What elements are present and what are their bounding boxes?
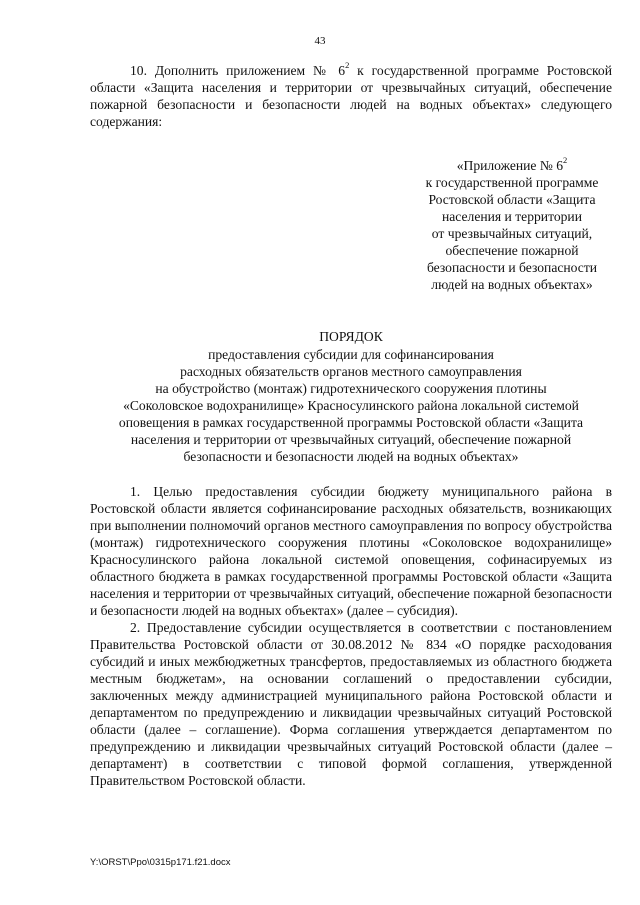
intro-text-end: к государственной программе Ростовской области «Защита населения и территории от чрезвычайных ситуаций, обеспечение пожарной безопасности и безопасности людей на водных объектах» следующего содержания: [90,63,613,129]
intro-superscript: 2 [345,60,350,71]
body-section [90,483,612,789]
title-line: предоставления субсидии для софинансирования [208,347,494,362]
appendix-line [406,157,618,174]
body-paragraph-1: 1. Целью предоставления субсидии бюджету муниципального района в Ростовской области является софинансирование расходных обязательств, возникающих при выполнении полномочий органов местного самоуправления по вопросу обустройства (монтаж) гидротехнического сооружения плотины «Соколовское водохранилище» Красносулинского района локальной системой оповещения, софинасируемых из областного бюджета в рамках государственной программы Ростовской области «Защита населения и территории от чрезвычайных ситуаций, обеспечение пожарной безопасности и безопасности людей на водных объектах» (далее – субсидия). [90,484,612,618]
body-paragraph-2: 2. Предоставление субсидии осуществляется в соответствии с постановлением Правительства Ростовской области от 30.08.2012 № 834 «О порядке расходования субсидий и иных межбюджетных трансфертов, предоставляемых из областного бюджета местным бюджетам», на основании соглашений о предоставлении субсидии, заключенных между администрацией муниципального района Ростовской области и департаментом по предупреждению и ликвидации чрезвычайных ситуаций Ростовской области (далее – соглашение). Форма соглашения утверждается департаментом по предупреждению и ликвидации чрезвычайных ситуаций Ростовской области (далее – департамент) в соответствии с типовой формой соглашения, утвержденной Правительством Ростовской области. [90,620,612,788]
appendix-line: Ростовской области «Защита [428,192,596,207]
title-main: ПОРЯДОК [319,329,383,344]
title-line: расходных обязательств органов местного самоуправления [180,364,522,379]
appendix-heading [406,157,618,293]
intro-paragraph [90,62,612,130]
document-body [90,62,612,789]
appendix-line: к государственной программе [425,175,599,190]
title-line: на обустройство (монтаж) гидротехнического сооружения плотины [155,381,547,396]
footer-file-path: Y:\ORST\Ppo\0315p171.f21.docx [90,857,231,868]
page-number: 43 [314,35,326,47]
appendix-line: людей на водных объектах» [431,277,593,292]
appendix-superscript: 2 [563,155,568,166]
intro-text-start: 10. Дополнить приложением № 6 [130,63,346,78]
title-line: населения и территории от чрезвычайных ситуаций, обеспечение пожарной [130,432,572,447]
document-title [90,328,612,465]
appendix-line: населения и территории [442,209,582,224]
title-line: оповещения в рамках государственной программы Ростовской области «Защита [118,415,584,430]
title-line: безопасности и безопасности людей на водных объектах» [183,449,519,464]
appendix-line: обеспечение пожарной [445,243,579,258]
appendix-line-text: «Приложение № 6 [456,158,564,173]
appendix-line: безопасности и безопасности [426,260,598,275]
title-line: «Соколовское водохранилище» Красносулинского района локальной системой [123,398,579,413]
appendix-line: от чрезвычайных ситуаций, [431,226,593,241]
